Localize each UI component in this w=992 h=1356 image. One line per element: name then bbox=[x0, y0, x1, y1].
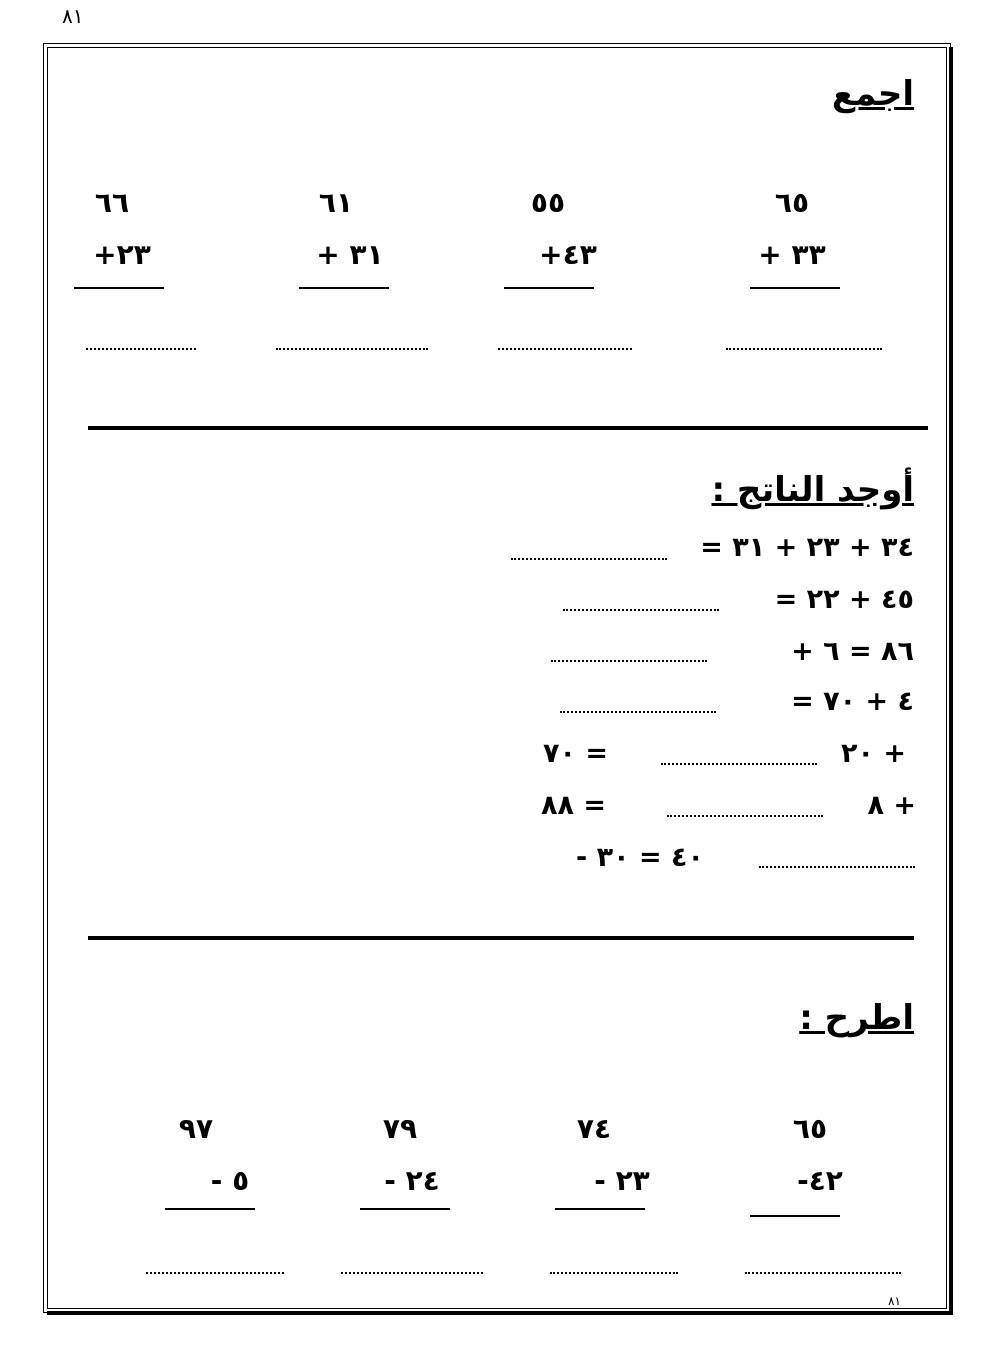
equation-5-right: = ٧٠ bbox=[543, 738, 608, 769]
answer-line bbox=[555, 1208, 645, 1210]
subtract-problem-3-bottom: ٢٤ - bbox=[384, 1164, 440, 1197]
result-section-title: أوجد الناتج : bbox=[711, 470, 914, 510]
answer-blank[interactable] bbox=[276, 348, 428, 350]
answer-line bbox=[750, 1215, 840, 1217]
answer-blank[interactable] bbox=[563, 609, 719, 611]
page-number-bottom: ٨١ bbox=[888, 1294, 901, 1308]
subtract-problem-4-top: ٩٧ bbox=[178, 1112, 214, 1145]
frame-shadow bbox=[949, 47, 953, 1315]
answer-blank[interactable] bbox=[146, 1272, 284, 1274]
page-number-top: ٨١ bbox=[62, 4, 84, 28]
add-problem-4-top: ٦٦ bbox=[94, 186, 130, 219]
answer-line bbox=[750, 287, 840, 289]
add-problem-2-bottom: ٤٣+ bbox=[539, 238, 597, 271]
answer-blank[interactable] bbox=[550, 1272, 678, 1274]
frame-shadow bbox=[47, 1311, 953, 1315]
answer-line bbox=[74, 287, 164, 289]
answer-line bbox=[504, 287, 594, 289]
add-problem-3-top: ٦١ bbox=[318, 186, 354, 219]
add-problem-4-bottom: ٢٣+ bbox=[93, 238, 151, 271]
add-problem-1-bottom: ٣٣ + bbox=[758, 238, 826, 271]
answer-blank[interactable] bbox=[551, 660, 707, 662]
answer-blank[interactable] bbox=[511, 558, 667, 560]
add-problem-1-top: ٦٥ bbox=[774, 186, 810, 219]
equation-5-left: + ٢٠ bbox=[841, 738, 906, 769]
subtract-problem-3-top: ٧٩ bbox=[382, 1112, 418, 1145]
add-problem-2-top: ٥٥ bbox=[530, 186, 566, 219]
answer-blank[interactable] bbox=[498, 348, 632, 350]
equation-2: ٤٥ + ٢٢ = bbox=[774, 584, 914, 615]
answer-blank[interactable] bbox=[726, 348, 882, 350]
equation-3: ٨٦ = ٦ + bbox=[791, 636, 914, 667]
answer-line bbox=[299, 287, 389, 289]
answer-blank[interactable] bbox=[341, 1272, 483, 1274]
subtract-problem-1-top: ٦٥ bbox=[792, 1112, 828, 1145]
answer-line bbox=[360, 1208, 450, 1210]
subtract-section-title: اطرح : bbox=[799, 998, 914, 1038]
answer-blank[interactable] bbox=[759, 866, 915, 868]
section-divider bbox=[88, 936, 914, 940]
add-problem-3-bottom: ٣١ + bbox=[316, 238, 384, 271]
equation-6-right: = ٨٨ bbox=[541, 790, 606, 821]
equation-4: ٤ + ٧٠ = bbox=[791, 686, 914, 717]
answer-blank[interactable] bbox=[667, 815, 823, 817]
equation-6-left: + ٨ bbox=[867, 790, 916, 821]
subtract-problem-4-bottom: ٥ - bbox=[210, 1164, 250, 1197]
equation-1: ٣٤ + ٢٣ + ٣١ = bbox=[700, 532, 914, 563]
answer-blank[interactable] bbox=[661, 763, 817, 765]
subtract-problem-2-top: ٧٤ bbox=[576, 1112, 612, 1145]
answer-blank[interactable] bbox=[86, 348, 196, 350]
subtract-problem-1-bottom: ٤٢- bbox=[797, 1164, 843, 1197]
equation-7: ٤٠ = ٣٠ - bbox=[576, 842, 704, 873]
add-section-title: اجمع bbox=[831, 74, 914, 114]
answer-blank[interactable] bbox=[745, 1272, 901, 1274]
section-divider bbox=[88, 426, 928, 430]
answer-blank[interactable] bbox=[560, 711, 716, 713]
subtract-problem-2-bottom: ٢٣ - bbox=[594, 1164, 650, 1197]
answer-line bbox=[165, 1208, 255, 1210]
